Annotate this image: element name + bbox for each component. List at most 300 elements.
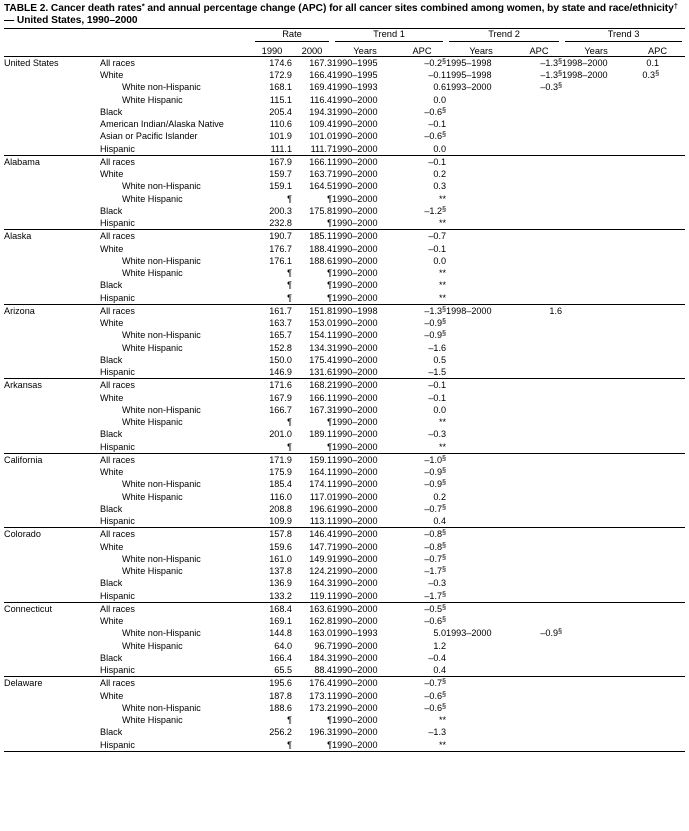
trend2-years-cell <box>446 739 516 752</box>
trend3-years-cell <box>562 640 630 652</box>
rate-2000-cell: 153.0 <box>309 318 333 329</box>
race-label-cell: Black <box>100 106 123 117</box>
table-row <box>4 428 685 440</box>
race-label-cell: Black <box>100 503 123 514</box>
trend1-apc-cell: 0.2 <box>433 491 447 502</box>
trend1-apc-cell: ** <box>438 193 447 204</box>
rate-2000-cell: 88.4 <box>314 665 333 676</box>
race-label-cell: White Hispanic <box>122 417 183 428</box>
trend2-years-cell <box>446 466 516 478</box>
trend3-apc-cell <box>630 106 685 118</box>
race-label-cell: White <box>100 541 124 552</box>
trend2-apc-cell <box>516 342 562 354</box>
trend3-apc-cell <box>630 168 685 180</box>
rate-2000-cell: ¶ <box>327 417 333 428</box>
trend3-apc-cell <box>630 217 685 230</box>
rate-2000-cell: 149.9 <box>309 553 333 564</box>
rate-1990-cell: ¶ <box>287 417 292 428</box>
trend3-apc-cell <box>630 677 685 690</box>
trend2-apc-cell <box>516 329 562 341</box>
trend3-apc-cell: 0.3§ <box>642 68 660 81</box>
trend2-years-cell <box>446 130 516 142</box>
trend2-apc-cell <box>516 441 562 454</box>
rate-1990-cell: 115.1 <box>269 94 292 105</box>
trend1-years-cell: 1990–2000 <box>332 602 398 615</box>
trend1-apc-cell: 0.0 <box>433 404 447 415</box>
trend2-years-cell <box>446 354 516 366</box>
trend2-years-cell <box>446 366 516 379</box>
trend3-years-cell: 1998–2000 <box>562 70 608 81</box>
rate-2000-cell: 185.1 <box>292 230 332 243</box>
state-name-cell <box>4 428 100 440</box>
trend2-years-cell <box>446 143 516 156</box>
race-label-cell: All races <box>100 230 252 243</box>
table-row <box>4 106 685 118</box>
header-blank-race-2 <box>100 42 252 56</box>
trend1-apc-cell: –1.5 <box>428 367 447 378</box>
trend3-apc-cell <box>630 416 685 428</box>
table-row <box>4 366 685 379</box>
race-label-cell: All races <box>100 453 252 466</box>
trend3-apc-cell <box>630 379 685 392</box>
rate-2000-cell: 167.3 <box>309 404 333 415</box>
state-name-cell <box>4 404 100 416</box>
trend1-apc-cell: –0.1 <box>428 392 447 403</box>
rate-2000-cell: 173.1 <box>309 690 333 701</box>
rate-1990-cell: 161.0 <box>269 553 292 564</box>
trend1-years-cell: 1990–2000 <box>332 566 378 577</box>
race-label-cell: Black <box>100 429 123 440</box>
table-row <box>4 404 685 416</box>
header-col-trend3-years: Years <box>584 45 608 56</box>
rate-2000-cell: 188.6 <box>309 255 333 266</box>
trend1-apc-cell: –0.1 <box>428 70 447 81</box>
state-name-cell <box>4 627 100 639</box>
trend3-years-cell <box>562 279 630 291</box>
trend1-years-cell: 1990–2000 <box>332 367 378 378</box>
rate-1990-cell: 165.7 <box>269 330 292 341</box>
trend1-apc-cell: –0.7§ <box>424 502 447 514</box>
rate-2000-cell: 151.8 <box>292 304 332 317</box>
rate-1990-cell: 176.1 <box>269 255 292 266</box>
race-label-cell: Hispanic <box>100 292 135 303</box>
trend3-apc-cell <box>630 267 685 279</box>
trend2-apc-cell <box>516 243 562 255</box>
trend1-apc-cell: –0.6§ <box>424 701 447 713</box>
rate-2000-cell: 134.3 <box>309 342 333 353</box>
trend3-apc-cell <box>630 193 685 205</box>
trend2-years-cell <box>446 180 516 192</box>
trend2-apc-cell <box>516 94 562 106</box>
trend2-years-cell <box>446 491 516 503</box>
race-label-cell: Hispanic <box>100 143 135 154</box>
table-row <box>4 441 685 454</box>
state-name-cell <box>4 279 100 291</box>
trend2-apc-cell <box>516 615 562 627</box>
rate-1990-cell: ¶ <box>287 715 292 726</box>
trend2-apc-cell <box>516 230 562 243</box>
trend2-years-cell <box>446 702 516 714</box>
race-label-cell: White Hispanic <box>122 268 183 279</box>
state-name-cell <box>4 640 100 652</box>
trend2-apc-cell <box>516 652 562 664</box>
table-bottom-rule <box>4 751 685 752</box>
table-row <box>4 627 685 639</box>
rate-1990-cell: 146.9 <box>269 367 292 378</box>
trend3-years-cell <box>562 267 630 279</box>
trend1-years-cell: 1990–2000 <box>332 155 398 168</box>
trend1-apc-cell: 0.6 <box>433 82 447 93</box>
trend3-apc-cell <box>630 702 685 714</box>
rate-1990-cell: 188.6 <box>269 702 292 713</box>
trend3-apc-cell <box>630 726 685 738</box>
trend1-years-cell: 1990–1995 <box>332 70 378 81</box>
trend1-years-cell: 1990–2000 <box>332 677 398 690</box>
rate-2000-cell: 119.1 <box>309 590 333 601</box>
trend3-years-cell <box>562 466 630 478</box>
trend3-apc-cell <box>630 652 685 664</box>
trend1-years-cell: 1990–2000 <box>332 528 398 541</box>
title-footnote-marker-dagger: † <box>673 1 678 11</box>
state-name-cell <box>4 205 100 217</box>
table-row <box>4 702 685 714</box>
table-row <box>4 255 685 267</box>
state-name-cell <box>4 243 100 255</box>
trend1-years-cell: 1990–2000 <box>332 640 378 651</box>
trend2-apc-cell <box>516 180 562 192</box>
table-row <box>4 491 685 503</box>
rate-1990-cell: 171.6 <box>252 379 292 392</box>
rate-2000-cell: 166.1 <box>309 392 333 403</box>
trend2-years-cell <box>446 230 516 243</box>
table-row <box>4 168 685 180</box>
title-text-2: and annual percentage change (APC) for all cancer sites combined among women, by state and race/ethnicity <box>144 3 674 14</box>
state-name-cell <box>4 292 100 305</box>
table-row <box>4 553 685 565</box>
state-name-cell <box>4 106 100 118</box>
rate-1990-cell: 168.4 <box>252 602 292 615</box>
trend3-apc-cell <box>630 255 685 267</box>
trend2-apc-cell <box>516 690 562 702</box>
trend1-apc-cell: –1.7§ <box>424 588 447 601</box>
race-label-cell: White <box>100 243 124 254</box>
trend1-years-cell: 1990–2000 <box>332 404 378 415</box>
rate-1990-cell: ¶ <box>287 193 292 204</box>
rate-2000-cell: 184.3 <box>309 652 333 663</box>
trend2-apc-cell <box>516 168 562 180</box>
trend1-apc-cell: –0.1 <box>398 155 446 168</box>
trend1-years-cell: 1990–2000 <box>332 479 378 490</box>
trend3-apc-cell <box>630 690 685 702</box>
trend3-years-cell <box>562 690 630 702</box>
trend3-years-cell <box>562 664 630 677</box>
race-label-cell: Hispanic <box>100 218 135 229</box>
trend1-years-cell: 1990–2000 <box>332 193 378 204</box>
trend1-years-cell: 1990–2000 <box>332 280 378 291</box>
trend1-years-cell: 1990–2000 <box>332 318 378 329</box>
trend3-apc-cell <box>630 478 685 490</box>
trend2-apc-cell <box>516 279 562 291</box>
trend1-apc-cell: –0.2§ <box>424 56 447 68</box>
state-name-cell: Alaska <box>4 230 100 243</box>
race-label-cell: Hispanic <box>100 739 135 750</box>
trend3-apc-cell <box>630 739 685 752</box>
rate-2000-cell: 111.7 <box>310 143 333 154</box>
trend1-apc-cell: –0.9§ <box>424 316 447 329</box>
state-name-cell <box>4 478 100 490</box>
trend1-years-cell: 1990–2000 <box>332 739 378 750</box>
rate-1990-cell: 109.9 <box>269 516 292 527</box>
race-label-cell: White non-Hispanic <box>122 479 201 490</box>
state-name-cell: Alabama <box>4 155 100 168</box>
trend1-years-cell: 1990–2000 <box>332 106 378 117</box>
trend1-apc-cell: 0.3 <box>433 181 447 192</box>
rate-1990-cell: 152.8 <box>269 342 292 353</box>
trend2-apc-cell <box>516 714 562 726</box>
trend2-years-cell <box>446 255 516 267</box>
rate-1990-cell: 144.8 <box>269 628 292 639</box>
trend3-years-cell <box>562 553 630 565</box>
header-col-trend1-apc: APC <box>412 45 432 56</box>
rate-2000-cell: 131.6 <box>309 367 333 378</box>
trend2-apc-cell <box>516 478 562 490</box>
trend1-apc-cell: ** <box>438 441 447 452</box>
table-row <box>4 205 685 217</box>
header-group-trend1: Trend 1 <box>332 28 446 42</box>
trend1-years-cell: 1990–2000 <box>332 652 378 663</box>
trend1-apc-cell: –0.5§ <box>398 602 446 615</box>
table-row <box>4 180 685 192</box>
trend2-years-cell <box>446 714 516 726</box>
table-row <box>4 143 685 156</box>
trend1-years-cell: 1990–2000 <box>332 616 378 627</box>
rate-2000-cell: 175.8 <box>309 205 333 216</box>
race-label-cell: Hispanic <box>100 441 135 452</box>
rate-2000-cell: ¶ <box>327 268 333 279</box>
trend1-years-cell: 1990–2000 <box>332 205 378 216</box>
header-col-trend3-apc: APC <box>647 45 668 56</box>
state-name-cell <box>4 541 100 553</box>
trend1-years-cell: 1990–2000 <box>332 503 378 514</box>
rate-2000-cell: 169.4 <box>309 82 333 93</box>
trend1-apc-cell: –0.9§ <box>424 328 447 341</box>
rate-1990-cell: 172.9 <box>269 70 292 81</box>
header-sub-row <box>4 42 685 56</box>
rate-1990-cell: 187.8 <box>269 690 292 701</box>
rate-2000-cell: 124.2 <box>309 566 333 577</box>
trend1-apc-cell: 0.0 <box>433 255 447 266</box>
trend3-apc-cell <box>630 279 685 291</box>
trend2-years-cell <box>446 404 516 416</box>
rate-2000-cell: ¶ <box>327 218 333 229</box>
rate-1990-cell: 185.4 <box>269 479 292 490</box>
header-group-trend2: Trend 2 <box>446 28 562 42</box>
table-row <box>4 640 685 652</box>
trend3-years-cell <box>562 627 630 639</box>
state-name-cell <box>4 590 100 603</box>
trend2-apc-cell <box>516 602 562 615</box>
header-blank-state-2 <box>4 42 100 56</box>
trend3-years-cell <box>562 714 630 726</box>
trend1-apc-cell: 1.2 <box>433 640 447 651</box>
trend1-years-cell: 1990–2000 <box>332 131 378 142</box>
state-name-cell <box>4 168 100 180</box>
trend3-apc-cell <box>630 503 685 515</box>
trend1-years-cell: 1990–2000 <box>332 541 378 552</box>
rate-2000-cell: 101.0 <box>309 131 333 142</box>
race-label-cell: White <box>100 616 124 627</box>
rate-2000-cell: 163.0 <box>309 628 333 639</box>
trend2-apc-cell: –0.9§ <box>540 626 563 639</box>
trend3-apc-cell <box>630 94 685 106</box>
rate-2000-cell: 164.5 <box>309 181 333 192</box>
state-name-cell: Colorado <box>4 528 100 541</box>
trend2-years-cell <box>446 528 516 541</box>
state-name-cell <box>4 664 100 677</box>
table-row <box>4 515 685 528</box>
trend2-apc-cell <box>516 702 562 714</box>
trend3-apc-cell <box>630 143 685 156</box>
state-name-cell <box>4 690 100 702</box>
rate-2000-cell: 174.1 <box>309 479 333 490</box>
trend1-apc-cell: –0.4 <box>428 652 447 663</box>
trend3-years-cell <box>562 515 630 528</box>
trend1-years-cell: 1990–2000 <box>332 143 378 154</box>
rate-1990-cell: 159.6 <box>269 541 292 552</box>
table-row <box>4 69 685 81</box>
race-label-cell: White non-Hispanic <box>122 330 201 341</box>
table-row <box>4 577 685 589</box>
trend2-apc-cell <box>516 541 562 553</box>
state-name-cell <box>4 217 100 230</box>
trend1-years-cell: 1990–2000 <box>332 379 398 392</box>
table-header <box>4 28 685 56</box>
rate-1990-cell: 256.2 <box>269 727 292 738</box>
trend2-apc-cell <box>516 739 562 752</box>
race-label-cell: White Hispanic <box>122 491 183 502</box>
trend1-years-cell: 1990–2000 <box>332 255 378 266</box>
trend1-apc-cell: ** <box>438 268 447 279</box>
header-group-rate: Rate <box>252 28 332 42</box>
table-row <box>4 155 685 168</box>
trend3-apc-cell <box>630 205 685 217</box>
header-blank-race <box>100 28 252 42</box>
table-row <box>4 94 685 106</box>
rate-2000-cell: 113.1 <box>309 516 333 527</box>
trend1-apc-cell: –0.6§ <box>424 129 447 142</box>
trend1-years-cell: 1990–2000 <box>332 230 398 243</box>
trend3-apc-cell <box>630 155 685 168</box>
trend2-years-cell: 1993–2000 <box>446 82 492 93</box>
trend2-years-cell <box>446 640 516 652</box>
rate-2000-cell: 189.1 <box>309 429 333 440</box>
race-label-cell: All races <box>100 304 252 317</box>
trend2-years-cell <box>446 217 516 230</box>
trend3-apc-cell <box>630 130 685 142</box>
trend2-apc-cell <box>516 466 562 478</box>
trend1-apc-cell: –0.9§ <box>424 477 447 490</box>
trend3-apc-cell <box>630 541 685 553</box>
trend2-years-cell <box>446 453 516 466</box>
rate-1990-cell: 205.4 <box>269 106 292 117</box>
header-col-rate-2000: 2000 <box>301 45 323 56</box>
race-label-cell: White <box>100 70 124 81</box>
cancer-death-rates-table <box>4 28 685 752</box>
trend3-years-cell <box>562 590 630 603</box>
trend1-apc-cell: ** <box>438 218 447 229</box>
trend2-apc-cell <box>516 354 562 366</box>
rate-2000-cell: 168.2 <box>292 379 332 392</box>
trend1-apc-cell: ** <box>438 292 447 303</box>
trend1-apc-cell: –0.1 <box>428 243 447 254</box>
trend1-apc-cell: –0.3 <box>428 429 447 440</box>
state-name-cell <box>4 702 100 714</box>
trend3-apc-cell <box>630 304 685 317</box>
trend1-years-cell: 1990–2000 <box>332 727 378 738</box>
state-name-cell: California <box>4 453 100 466</box>
table-row <box>4 379 685 392</box>
header-blank-state <box>4 28 100 42</box>
trend3-apc-cell <box>630 354 685 366</box>
rate-1990-cell: 136.9 <box>269 578 292 589</box>
rate-2000-cell: ¶ <box>327 193 333 204</box>
trend2-years-cell: 1995–1998 <box>446 70 492 81</box>
trend2-years-cell <box>446 106 516 118</box>
header-group-trend3: Trend 3 <box>562 28 685 42</box>
table-row <box>4 541 685 553</box>
trend1-years-cell: 1990–2000 <box>332 218 378 229</box>
table-row <box>4 56 685 69</box>
race-label-cell: White Hispanic <box>122 193 183 204</box>
rate-1990-cell: 208.8 <box>269 503 292 514</box>
table-row <box>4 81 685 93</box>
table-row <box>4 304 685 317</box>
trend3-apc-cell <box>630 466 685 478</box>
state-name-cell <box>4 329 100 341</box>
trend2-years-cell <box>446 690 516 702</box>
trend1-apc-cell: 0.5 <box>433 354 447 365</box>
rate-1990-cell: 101.9 <box>269 131 292 142</box>
rate-1990-cell: 201.0 <box>269 429 292 440</box>
state-name-cell: United States <box>4 57 59 68</box>
rate-2000-cell: 196.3 <box>309 727 333 738</box>
trend3-years-cell <box>562 193 630 205</box>
trend3-apc-cell <box>630 243 685 255</box>
table-row <box>4 453 685 466</box>
rate-2000-cell: 196.6 <box>309 503 333 514</box>
race-label-cell: White Hispanic <box>122 715 183 726</box>
rate-1990-cell: 161.7 <box>252 304 292 317</box>
state-name-cell <box>4 739 100 752</box>
trend1-years-cell: 1990–2000 <box>332 516 378 527</box>
trend2-apc-cell <box>516 366 562 379</box>
trend3-years-cell <box>562 392 630 404</box>
trend3-apc-cell <box>630 590 685 603</box>
trend3-apc-cell <box>630 627 685 639</box>
rate-2000-cell: ¶ <box>327 292 333 303</box>
race-label-cell: Hispanic <box>100 665 135 676</box>
state-name-cell <box>4 416 100 428</box>
table-row <box>4 677 685 690</box>
trend2-years-cell <box>446 602 516 615</box>
state-name-cell <box>4 180 100 192</box>
trend3-apc-cell <box>630 441 685 454</box>
table-row <box>4 615 685 627</box>
trend3-apc-cell <box>630 491 685 503</box>
race-label-cell: White <box>100 467 124 478</box>
trend3-apc-cell <box>630 342 685 354</box>
race-label-cell: Hispanic <box>100 516 135 527</box>
